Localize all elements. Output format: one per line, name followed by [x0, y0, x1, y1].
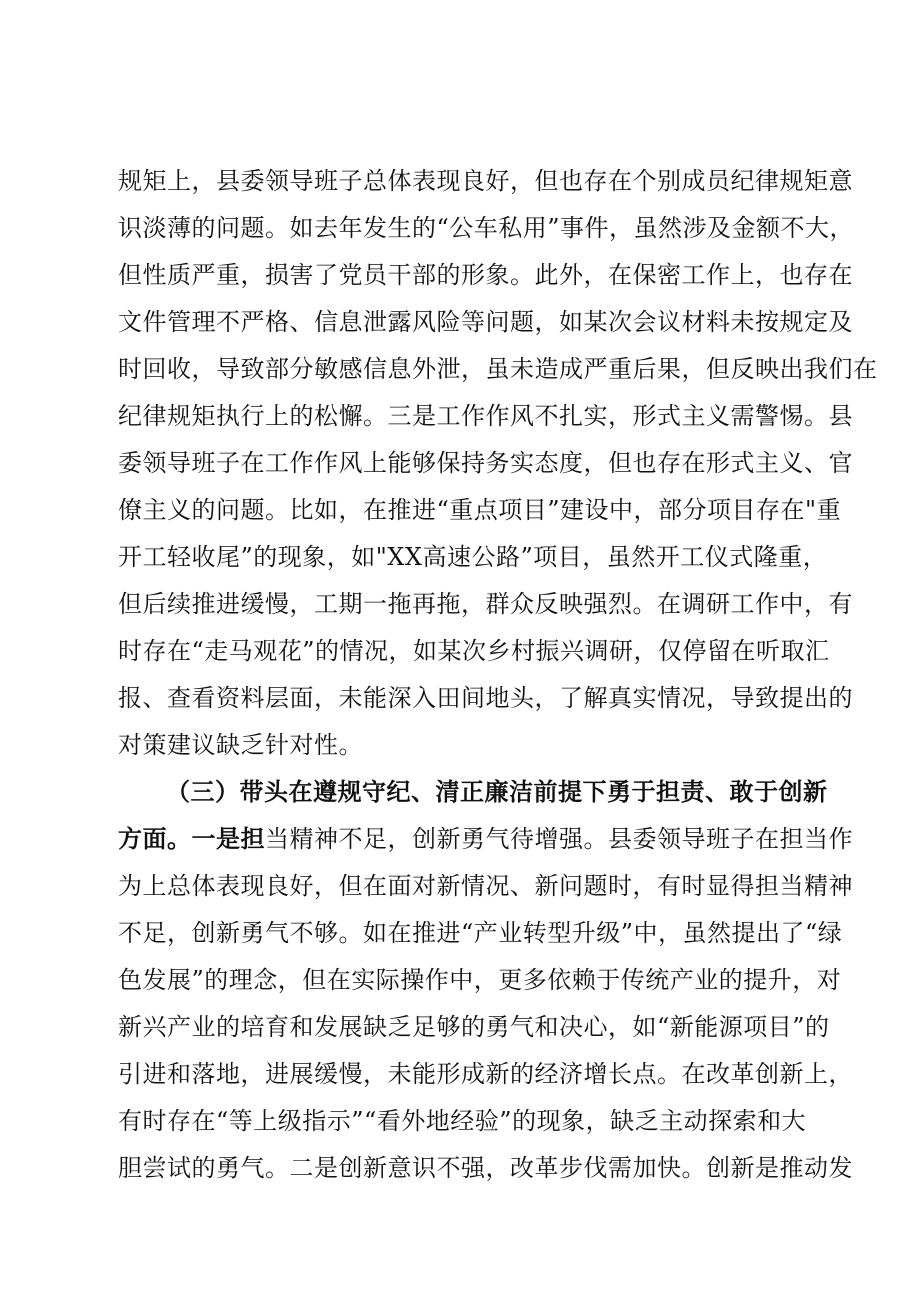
text-line: 对策建议缺乏针对性。: [118, 731, 363, 759]
text-line: 识淡薄的问题。如去年发生的“公车私用”事件，虽然涉及金额不大，: [118, 214, 855, 242]
text-line: 报、查看资料层面，未能深入田间地头，了解真实情况，导致提出的: [118, 684, 853, 712]
text-line: 纪律规矩执行上的松懈。三是工作作风不扎实，形式主义需警惕。县: [118, 402, 853, 430]
section-heading: （三）带头在遵规守纪、清正廉洁前提下勇于担责、敢于创新: [166, 777, 828, 806]
text-line: 有时存在“等上级指示”“看外地经验”的现象，缺乏主动探索和大: [118, 1107, 807, 1135]
text-line: 开工轻收尾”的现象，如"XX高速公路”项目，虽然开工仪式隆重，: [118, 543, 828, 571]
text-line: 新兴产业的培育和发展缺乏足够的勇气和决心，如“新能源项目”的: [118, 1013, 830, 1041]
text-line: 文件管理不严格、信息泄露风险等问题，如某次会议材料未按规定及: [118, 308, 853, 336]
text-line: 色发展”的理念，但在实际操作中，更多依赖于传统产业的提升，对: [118, 966, 842, 994]
heading-bold-fragment: 方面。一是担: [118, 824, 265, 853]
heading-continuation-line: [118, 824, 853, 854]
text-line: 规矩上，县委领导班子总体表现良好，但也存在个别成员纪律规矩意: [118, 167, 853, 195]
text-line: 时存在“走马观花”的情况，如某次乡村振兴调研，仅停留在听取汇: [118, 637, 830, 665]
text-line: 但性质严重，损害了党员干部的形象。此外，在保密工作上，也存在: [118, 261, 853, 289]
text-line: 委领导班子在工作作风上能够保持务实态度，但也存在形式主义、官: [118, 449, 853, 477]
text-line: 但后续推进缓慢，工期一拖再拖，群众反映强烈。在调研工作中，有: [118, 590, 853, 618]
text-line: 时回收，导致部分敏感信息外泄，虽未造成严重后果，但反映出我们在: [118, 355, 878, 383]
text-line: 僚主义的问题。比如，在推进“重点项目”建设中，部分项目存在"重: [118, 496, 842, 524]
text-line: 不足，创新勇气不够。如在推进“产业转型升级”中，虽然提出了“绿: [118, 919, 843, 947]
text-line: 胆尝试的勇气。二是创新意识不强，改革步伐需加快。创新是推动发: [118, 1154, 853, 1182]
text-line: 为上总体表现良好，但在面对新情况、新问题时，有时显得担当精神: [118, 872, 853, 900]
heading-regular-fragment: 当精神不足，创新勇气待增强。县委领导班子在担当作: [265, 825, 853, 853]
text-line: 引进和落地，进展缓慢，未能形成新的经济增长点。在改革创新上，: [118, 1060, 853, 1088]
